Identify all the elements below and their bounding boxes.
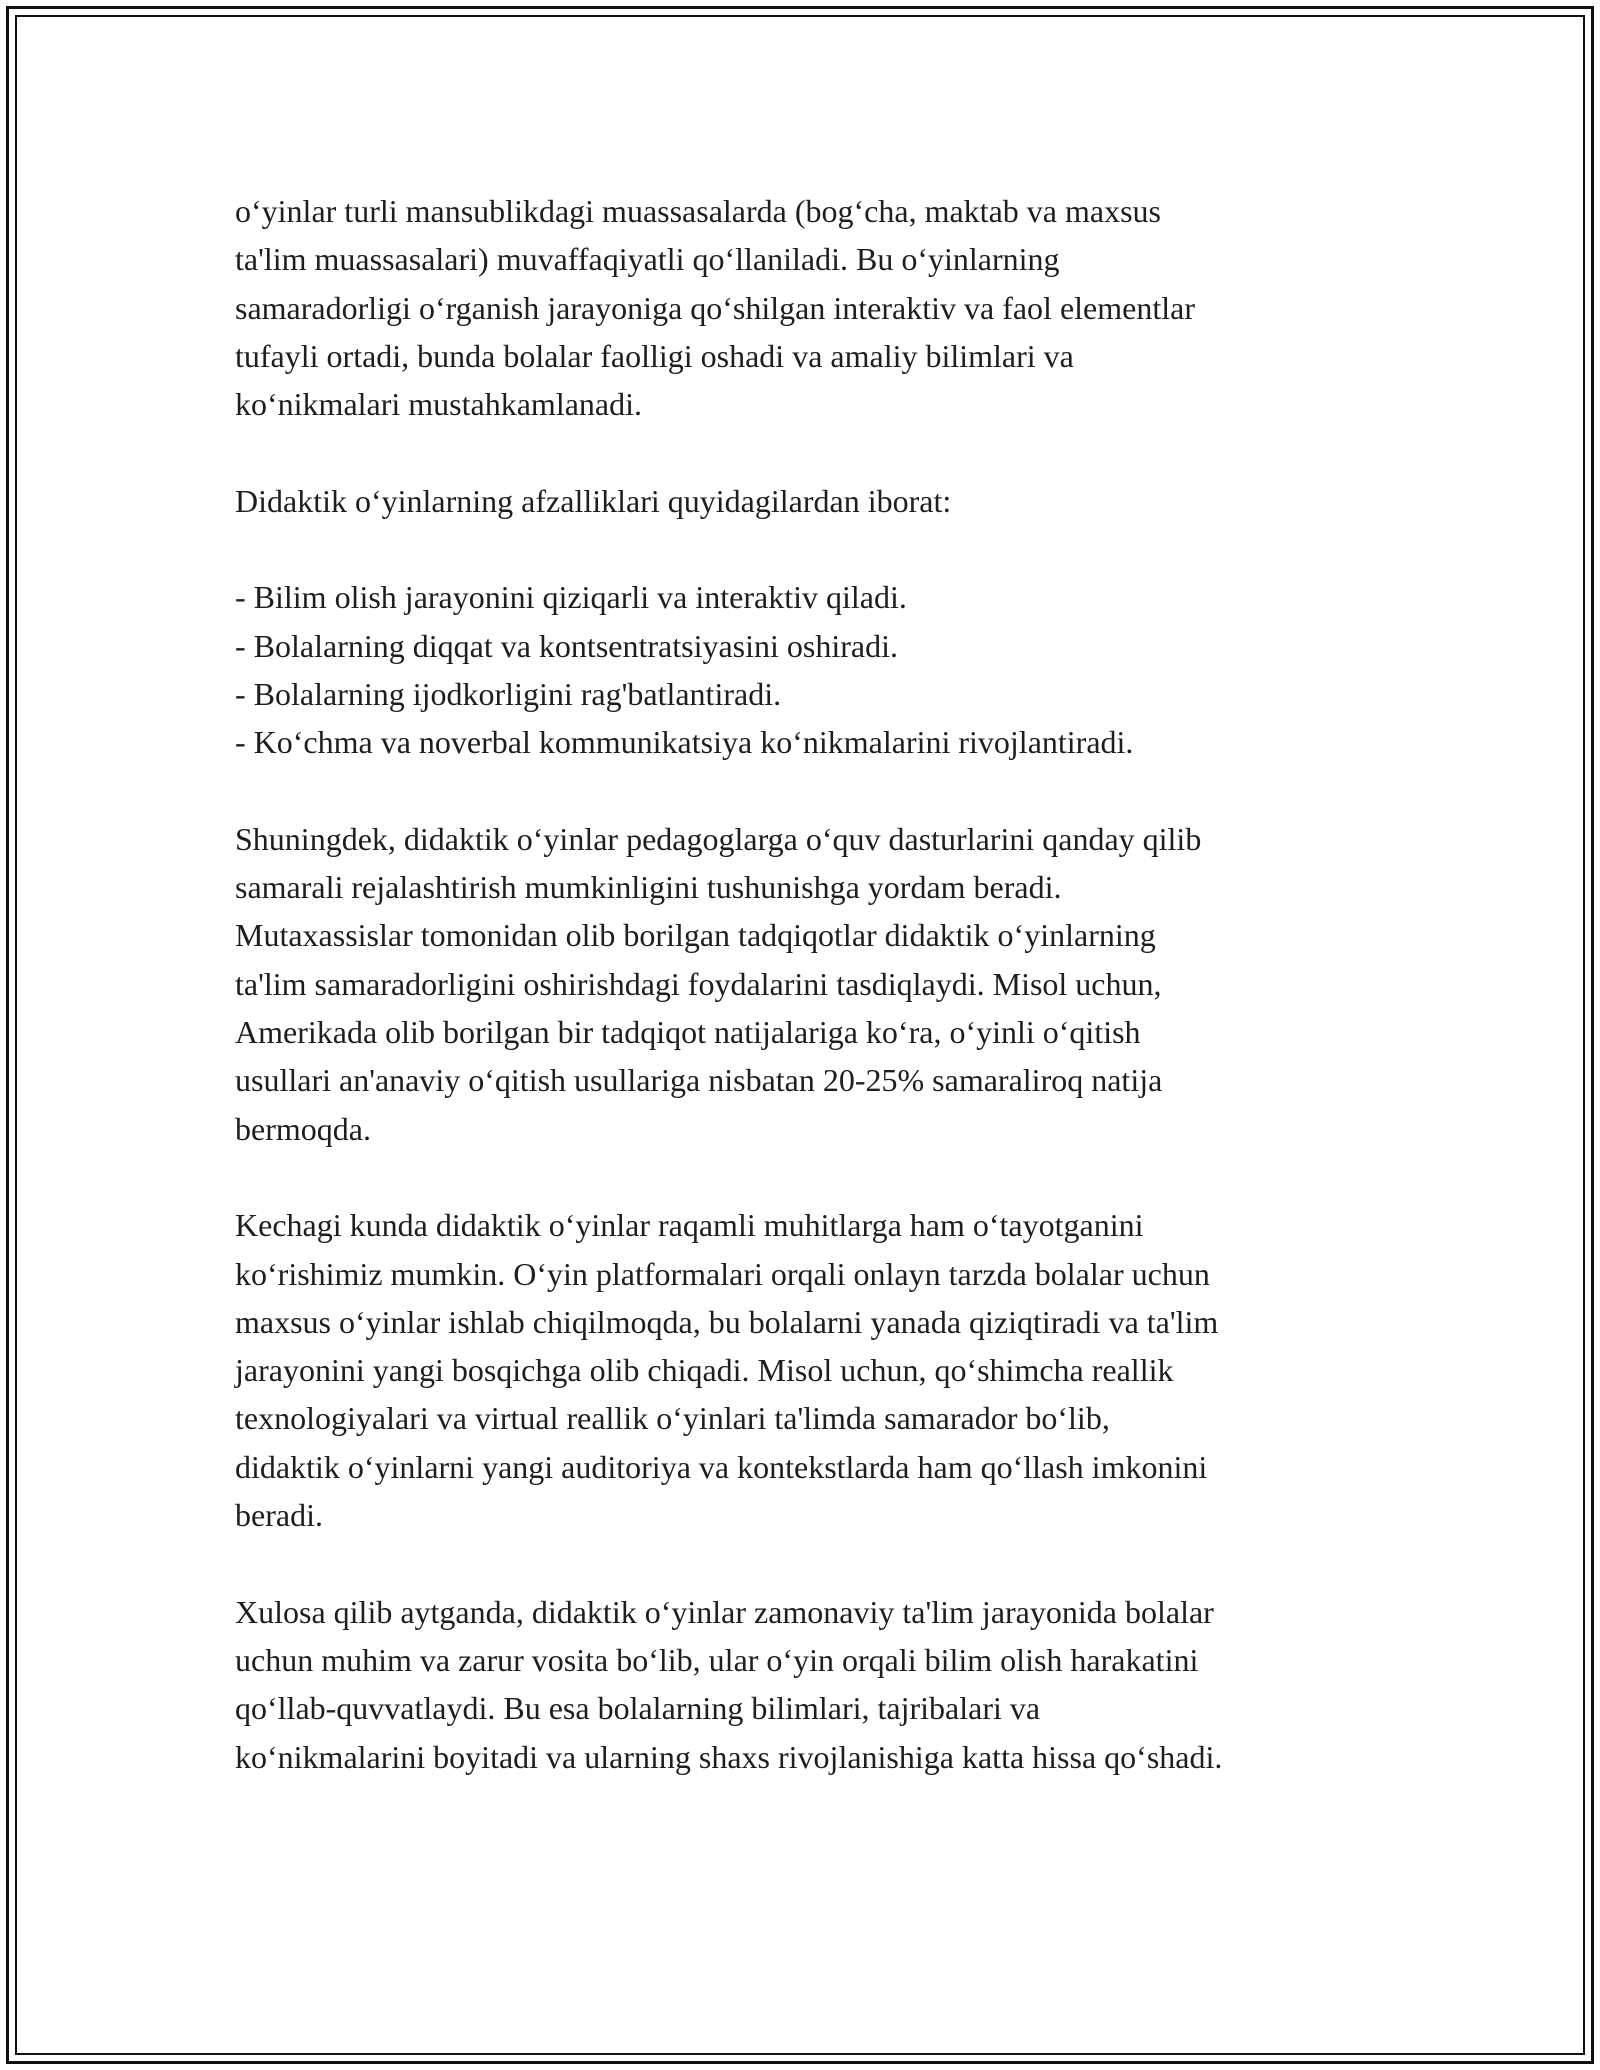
text-line: ko‘nikmalarini boyitadi va ularning shaxs rivojlanishiga katta hissa qo‘shadi. (235, 1738, 1223, 1775)
paragraph-intro (235, 187, 1385, 428)
list-item: - Bilim olish jarayonini qiziqarli va interaktiv qiladi. (235, 579, 907, 616)
text-line: Mutaxassislar tomonidan olib borilgan tadqiqotlar didaktik o‘yinlarning (235, 917, 1156, 954)
text-line: beradi. (235, 1497, 323, 1534)
paragraph-research (235, 815, 1385, 1153)
text-line: usullari an'anaviy o‘qitish usullariga nisbatan 20-25% samaraliroq natija (235, 1062, 1163, 1099)
text-line: ta'lim samaradorligini oshirishdagi foydalarini tasdiqlaydi. Misol uchun, (235, 965, 1162, 1002)
text-line: Amerikada olib borilgan bir tadqiqot natijalariga ko‘ra, o‘yinli o‘qitish (235, 1014, 1141, 1051)
text-line: qo‘llab-quvvatlaydi. Bu esa bolalarning bilimlari, tajribalari va (235, 1690, 1041, 1727)
text-line: maxsus o‘yinlar ishlab chiqilmoqda, bu bolalarni yanada qiziqtiradi va ta'lim (235, 1303, 1219, 1340)
text-line: o‘yinlar turli mansublikdagi muassasalarda (bog‘cha, maktab va maxsus (235, 193, 1161, 229)
text-line: ta'lim muassasalari) muvaffaqiyatli qo‘llaniladi. Bu o‘yinlarning (235, 241, 1060, 278)
text-line: Xulosa qilib aytganda, didaktik o‘yinlar zamonaviy ta'lim jarayonida bolalar (235, 1593, 1214, 1630)
paragraph-advantages-heading (235, 477, 1385, 525)
text-line: samarali rejalashtirish mumkinligini tushunishga yordam beradi. (235, 869, 1062, 906)
paragraph-digital (235, 1201, 1385, 1539)
text-line: tufayli ortadi, bunda bolalar faolligi oshadi va amaliy bilimlari va (235, 337, 1074, 374)
text-line: ko‘rishimiz mumkin. O‘yin platformalari orqali onlayn tarzda bolalar uchun (235, 1255, 1210, 1292)
text-line: jarayonini yangi bosqichga olib chiqadi. Misol uchun, qo‘shimcha reallik (235, 1352, 1174, 1389)
text-line: ko‘nikmalari mustahkamlanadi. (235, 386, 642, 423)
list-item: - Bolalarning diqqat va kontsentratsiyasini oshiradi. (235, 627, 898, 664)
list-item: - Bolalarning ijodkorligini rag'batlantiradi. (235, 675, 782, 712)
list-item: - Ko‘chma va noverbal kommunikatsiya ko‘nikmalarini rivojlantiradi. (235, 724, 1134, 761)
text-line: texnologiyalari va virtual reallik o‘yinlari ta'limda samarador bo‘lib, (235, 1400, 1110, 1437)
text-line: Kechagi kunda didaktik o‘yinlar raqamli muhitlarga ham o‘tayotganini (235, 1207, 1144, 1244)
text-line: bermoqda. (235, 1110, 371, 1147)
document-body (235, 187, 1385, 1781)
text-line: Didaktik o‘yinlarning afzalliklari quyidagilardan iborat: (235, 482, 952, 519)
text-line: samaradorligi o‘rganish jarayoniga qo‘shilgan interaktiv va faol elementlar (235, 289, 1195, 326)
paragraph-conclusion (235, 1588, 1385, 1781)
advantages-list (235, 573, 1385, 766)
text-line: Shuningdek, didaktik o‘yinlar pedagoglarga o‘quv dasturlarini qanday qilib (235, 820, 1202, 857)
text-line: didaktik o‘yinlarni yangi auditoriya va kontekstlarda ham qo‘llash imkonini (235, 1448, 1208, 1485)
text-line: uchun muhim va zarur vosita bo‘lib, ular o‘yin orqali bilim olish harakatini (235, 1641, 1199, 1678)
